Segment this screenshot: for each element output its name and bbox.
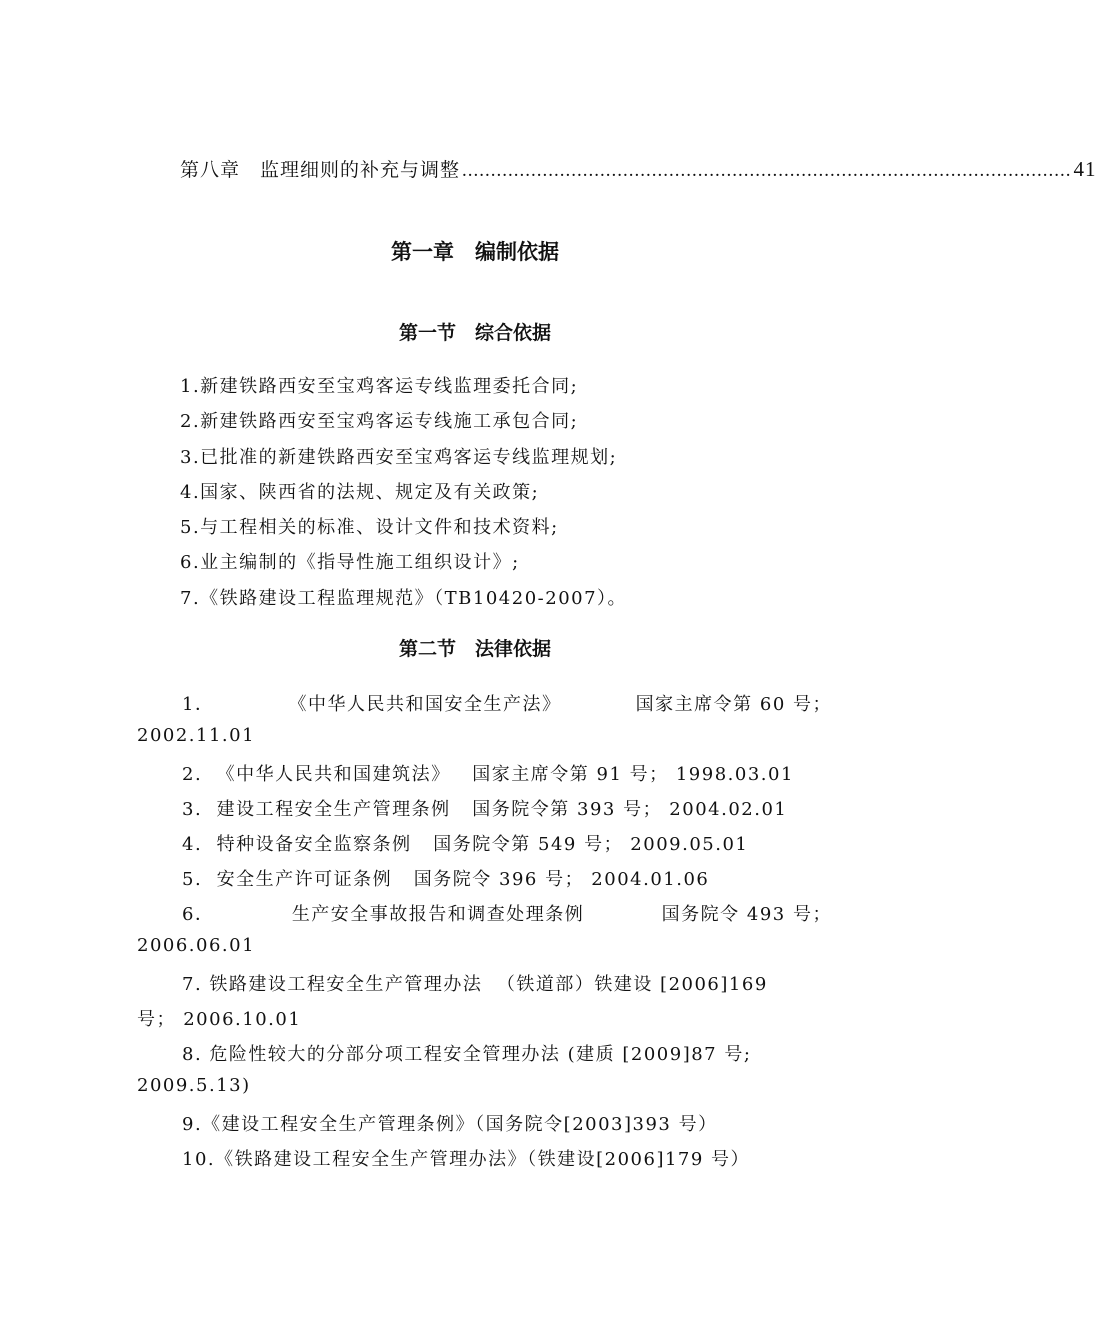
list-item: 5. 安全生产许可证条例 国务院令 396 号； 2004.01.06 xyxy=(182,869,710,890)
list-item: 8. 危险性较大的分部分项工程安全管理办法 (建质 [2009]87 号; xyxy=(182,1044,752,1065)
item-number: 1． xyxy=(182,694,215,715)
list-item: 6.业主编制的《指导性施工组织设计》; xyxy=(180,552,520,573)
list-item: 2.新建铁路西安至宝鸡客运专线施工承包合同; xyxy=(180,411,579,432)
list-item: 4.国家、陕西省的法规、规定及有关政策; xyxy=(180,482,540,503)
toc-label: 第八章 监理细则的补充与调整 xyxy=(180,159,461,181)
toc-page-number: 41 xyxy=(1073,157,1097,181)
list-item: 10.《铁路建设工程安全生产管理办法》（铁建设[2006]179 号） xyxy=(182,1149,751,1170)
item-decree: 国家主席令第 60 号； xyxy=(635,694,832,715)
item-number: 6． xyxy=(182,904,215,925)
list-item xyxy=(182,690,832,716)
item-title: 《中华人民共和国安全生产法》 xyxy=(288,694,562,715)
list-item xyxy=(182,900,832,926)
toc-entry[interactable] xyxy=(180,155,1097,182)
toc-leader-dots: .......................................................................................................... xyxy=(462,160,1072,181)
chapter-title: 第一章 编制依据 xyxy=(391,240,559,264)
list-item: 1.新建铁路西安至宝鸡客运专线监理委托合同; xyxy=(180,376,579,397)
list-item: 9.《建设工程安全生产管理条例》（国务院令[2003]393 号） xyxy=(182,1114,718,1135)
list-item: 2. 《中华人民共和国建筑法》 国家主席令第 91 号； 1998.03.01 xyxy=(182,764,794,785)
section-title-legal-basis: 第二节 法律依据 xyxy=(398,638,551,660)
item-decree: 国务院令 493 号； xyxy=(661,904,832,925)
list-item: 3. 建设工程安全生产管理条例 国务院令第 393 号； 2004.02.01 xyxy=(182,799,788,820)
list-item-continuation: 2006.06.01 xyxy=(137,935,256,956)
list-item-continuation: 号； 2006.10.01 xyxy=(137,1009,302,1030)
list-item: 3.已批准的新建铁路西安至宝鸡客运专线监理规划; xyxy=(180,447,618,468)
section-title-general-basis: 第一节 综合依据 xyxy=(398,322,551,344)
list-item: 5.与工程相关的标准、设计文件和技术资料; xyxy=(180,517,559,538)
item-title: 生产安全事故报告和调查处理条例 xyxy=(291,904,585,925)
list-item-continuation: 2009.5.13) xyxy=(137,1075,251,1096)
list-item: 7.《铁路建设工程监理规范》（TB10420-2007）。 xyxy=(180,588,628,609)
list-item-continuation: 2002.11.01 xyxy=(137,725,256,746)
list-item: 7. 铁路建设工程安全生产管理办法 （铁道部）铁建设 [2006]169 xyxy=(182,974,768,995)
list-item: 4. 特种设备安全监察条例 国务院令第 549 号； 2009.05.01 xyxy=(182,834,749,855)
